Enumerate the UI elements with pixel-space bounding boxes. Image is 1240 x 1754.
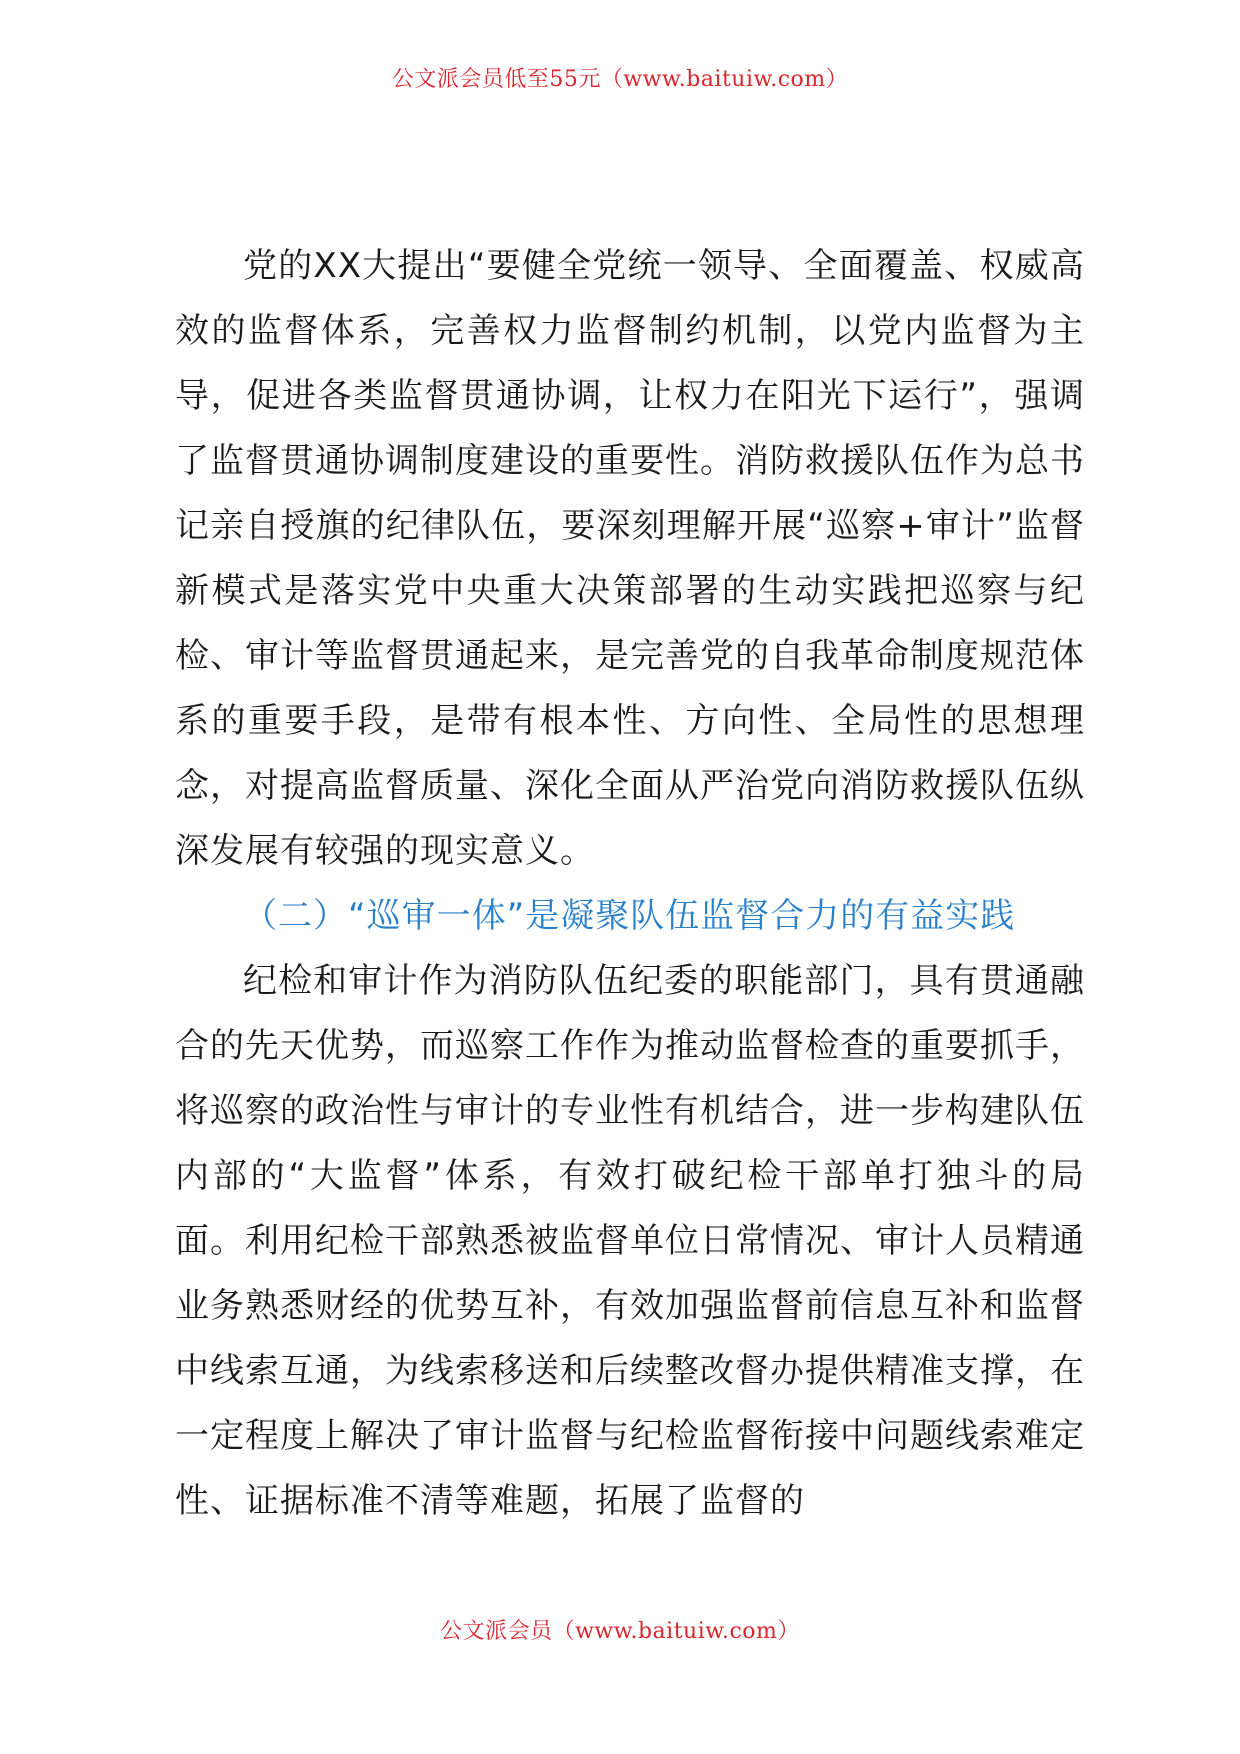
page-header-watermark: 公文派会员低至55元（www.baituiw.com） [391,67,849,92]
page-footer-watermark: 公文派会员（www.baituiw.com） [440,1619,800,1644]
paragraph-discipline-audit: 纪检和审计作为消防队伍纪委的职能部门，具有贯通融合的先天优势，而巡察工作作为推动监督检查的重要抓手，将巡察的政治性与审计的专业性有机结合，进一步构建队伍内部的“大监督”体系，有效打破纪检干部单打独斗的局面。利用纪检干部熟悉被监督单位日常情况、审计人员精通业务熟悉财经的优势互补，有效加强监督前信息互补和监督中线索互通，为线索移送和后续整改督办提供精准支撑，在一定程度上解决了审计监督与纪检监督衔接中问题线索难定性、证据标准不清等难题，拓展了监督的 [175,961,1085,1521]
document-body [175,234,1085,1534]
paragraph-party-congress: 党的XX大提出“要健全党统一领导、全面覆盖、权威高效的监督体系，完善权力监督制约机制，以党内监督为主导，促进各类监督贯通协调，让权力在阳光下运行”，强调了监督贯通协调制度建设的重要性。消防救援队伍作为总书记亲自授旗的纪律队伍，要深刻理解开展“巡察+审计”监督新模式是落实党中央重大决策部署的生动实践把巡察与纪检、审计等监督贯通起来，是完善党的自我革命制度规范体系的重要手段，是带有根本性、方向性、全局性的思想理念，对提高监督质量、深化全面从严治党向消防救援队伍纵深发展有较强的现实意义。 [175,246,1085,871]
section-heading-2: （二）“巡审一体”是凝聚队伍监督合力的有益实践 [243,896,1016,936]
